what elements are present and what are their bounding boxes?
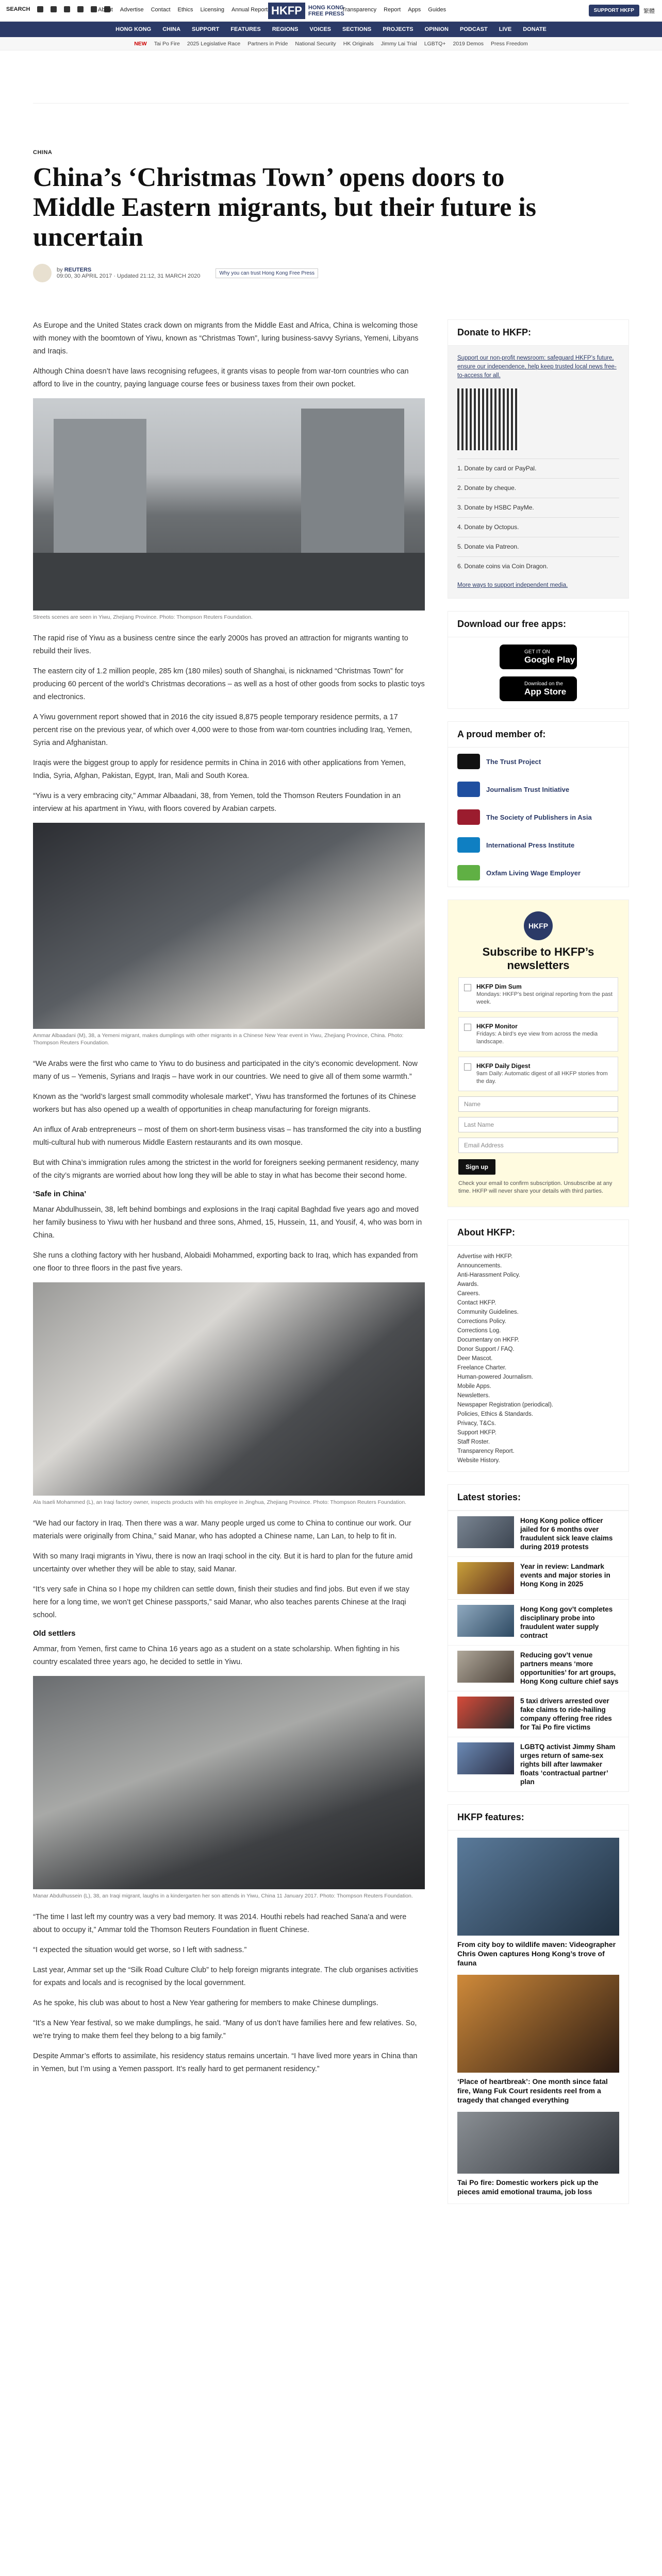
about-list — [448, 1246, 628, 1471]
threads-icon[interactable] — [77, 6, 84, 12]
donate-title: Donate to HKFP: — [448, 320, 628, 346]
donate-intro-link[interactable]: Support our non-profit newsroom: safeguard HKFP’s future, ensure our independence, help keep trusted local news free-to-access for all. — [457, 355, 617, 379]
apps-title: Download our free apps: — [448, 612, 628, 637]
donate-option[interactable]: 4. Donate by Octopus. — [457, 517, 619, 537]
features-title: HKFP features: — [448, 1805, 628, 1831]
dumplings-photo — [33, 823, 425, 1029]
paragraph: The rapid rise of Yiwu as a business centre since the early 2000s has proved an attraction for migrants wanting to rebuild their lives. — [33, 634, 408, 655]
paragraph: “Yiwu is a very embracing city,” Ammar Albaadani, 38, from Yemen, told the Thomson Reuters Foundation in an interview at his apartment in Yiwu, with floors covered by Arabian carpets. — [33, 792, 401, 813]
top-link-contact[interactable]: Contact — [151, 7, 171, 13]
nav-item-sections[interactable]: SECTIONS — [342, 26, 372, 32]
donate-qr-code — [457, 388, 519, 450]
photo-caption: Streets scenes are seen in Yiwu, Zhejiang Province. Photo: Thompson Reuters Foundation. — [33, 614, 253, 620]
story-thumbnail — [457, 1742, 514, 1774]
members-widget — [448, 721, 629, 887]
about-link[interactable]: Corrections Log. — [457, 1328, 501, 1334]
paragraph: An influx of Arab entrepreneurs – most of them on short-term business visas – has transformed the city into a bustling multi-cultural hub with numerous Middle Eastern restaurants and its own mosque. — [33, 1126, 421, 1147]
story-item[interactable]: Hong Kong gov’t completes disciplinary probe into fraudulent water supply contract — [448, 1599, 628, 1645]
trust-badge[interactable]: Why you can trust Hong Kong Free Press — [216, 268, 318, 278]
trending-link[interactable]: Jimmy Lai Trial — [380, 40, 417, 47]
nav-item-donate[interactable]: DONATE — [523, 26, 547, 32]
trust-project-logo — [457, 754, 480, 769]
nav-item-hong-kong[interactable]: HONG KONG — [115, 26, 152, 32]
about-link[interactable]: Deer Mascot. — [457, 1355, 493, 1362]
feature-image — [457, 1975, 619, 2073]
top-link-annual-report[interactable]: Annual Report — [231, 7, 268, 13]
top-link-advertise[interactable]: Advertise — [120, 7, 144, 13]
story-thumbnail — [457, 1651, 514, 1683]
author-avatar — [33, 264, 52, 282]
story-item[interactable]: 5 taxi drivers arrested over fake claims to ride-hailing company offering free rides for Tai Po fire victims — [448, 1691, 628, 1737]
figure — [33, 823, 425, 1046]
newsletter-title: Subscribe to HKFP’s newsletters — [482, 945, 594, 972]
trending-link[interactable]: Press Freedom — [491, 40, 528, 47]
paragraph: Iraqis were the biggest group to apply for residence permits in China in 2016 with other applications from Yemen, India, Syria, Afghan, Pakistan, Egypt, Iran, Mali and South Korea. — [33, 759, 406, 780]
article-category[interactable]: CHINA — [33, 149, 53, 156]
about-link[interactable]: Advertise with HKFP. — [457, 1253, 513, 1260]
story-item[interactable]: LGBTQ activist Jimmy Sham urges return of same-sex rights bill after lawmaker floats ‘contractual partner’ plan — [448, 1737, 628, 1791]
email-input[interactable]: Email Address — [458, 1138, 618, 1153]
sopa-logo — [457, 809, 480, 825]
paragraph: Last year, Ammar set up the “Silk Road Culture Club” to help foreign migrants integrate. The club organises activities for expats and locals and is recognised by the local government. — [33, 1966, 418, 1987]
feature-item[interactable]: ‘Place of heartbreak’: One month since fatal fire, Wang Fuk Court residents reel from a tragedy that changed everything — [448, 1975, 628, 2112]
newsletter-option[interactable]: HKFP Monitor Fridays: A bird’s eye view from across the media landscape. — [458, 1017, 618, 1052]
story-item[interactable]: Reducing gov’t venue partners means ‘more opportunities’ for art groups, Hong Kong culture chief says — [448, 1645, 628, 1691]
figure — [33, 398, 425, 621]
author-name[interactable]: REUTERS — [64, 267, 92, 273]
photo-caption: Ammar Albaadani (M), 38, a Yemeni migrant, makes dumplings with other migrants in a Chinese New Year event in Yiwu, Zhejiang Province, China. Photo: Thompson Reuters Foundation. — [33, 1032, 404, 1046]
about-link[interactable]: Documentary on HKFP. — [457, 1337, 519, 1343]
donate-option[interactable]: 1. Donate by card or PayPal. — [457, 459, 619, 478]
trending-link[interactable]: 2025 Legislative Race — [187, 40, 241, 47]
donate-option[interactable]: 5. Donate via Patreon. — [457, 537, 619, 556]
photo-caption: Manar Abdulhussein (L), 38, an Iraqi migrant, laughs in a kindergarten her son attends in Yiwu, China 11 January 2017. Photo: Thompson Reuters Foundation. — [33, 1893, 413, 1899]
about-widget — [448, 1219, 629, 1472]
about-link[interactable]: Policies, Ethics & Standards. — [457, 1411, 534, 1417]
google-play-badge[interactable]: GET IT ON Google Play — [500, 645, 577, 669]
about-link[interactable]: Staff Roster. — [457, 1439, 490, 1445]
about-link[interactable]: Donor Support / FAQ. — [457, 1346, 515, 1352]
paragraph: The eastern city of 1.2 million people, 285 km (180 miles) south of Shanghai, is nicknamed “Christmas Town” for producing 60 percent of the world’s Christmas decorations – as well as a host of other goods from socks to plastic toys and electronics. — [33, 667, 425, 701]
divider — [33, 103, 629, 104]
member-trust-project[interactable]: The Trust Project — [448, 748, 628, 775]
logo-mark: HKFP — [268, 3, 305, 19]
newsletter-option[interactable]: HKFP Dim Sum Mondays: HKFP’s best original reporting from the past week. — [458, 977, 618, 1012]
author-prefix: by — [57, 267, 63, 273]
paragraph: “It’s very safe in China so I hope my children can settle down, finish their studies and find jobs. But even if we stay here for a long time, we won’t get Chinese passports,” said Manar, who also teaches parents Chinese at the Iraqi school. — [33, 1585, 409, 1619]
about-link[interactable]: Privacy, T&Cs. — [457, 1420, 496, 1427]
about-link[interactable]: Transparency Report. — [457, 1448, 515, 1454]
paragraph: “The time I last left my country was a very bad memory. It was 2014. Houthi rebels had reached Sana’a and were about to occupy it,” Ammar told the Thomson Reuters Foundation in fluent Chinese. — [33, 1913, 407, 1934]
about-link[interactable]: Newsletters. — [457, 1393, 490, 1399]
paragraph: As Europe and the United States crack down on migrants from the Middle East and Africa, China is welcoming those with money with the boomtown of Yiwu, known as “Christmas Town”, luring business-savvy Syrians, Yemeni, Libyans and Iraqis. — [33, 321, 419, 355]
feature-image — [457, 2112, 619, 2174]
trending-link[interactable]: Partners in Pride — [247, 40, 288, 47]
about-link[interactable]: Freelance Charter. — [457, 1365, 507, 1371]
story-thumbnail — [457, 1605, 514, 1637]
trending-link[interactable]: Tai Po Fire — [154, 40, 180, 47]
kindergarten-photo — [33, 1676, 425, 1889]
article-title: China’s ‘Christmas Town’ opens doors to Middle Eastern migrants, but their future is uncertain — [33, 163, 536, 252]
facebook-icon[interactable] — [37, 6, 43, 12]
checkbox[interactable] — [464, 1063, 471, 1071]
paragraph: With so many Iraqi migrants in Yiwu, there is now an Iraqi school in the city. But it is hard to plan for the future amid uncertainty over whether they will be able to stay, said Manar. — [33, 1552, 413, 1573]
trending-bar — [0, 37, 662, 50]
paragraph: But with China’s immigration rules among the strictest in the world for foreigners seeking permanent residency, many of the city’s migrants are worried about how long they will be able to stay in what has become their second home. — [33, 1159, 419, 1180]
app-store-badge[interactable]: Download on the App Store — [500, 676, 577, 701]
paragraph: She runs a clothing factory with her husband, Alobaidi Mohammed, exporting back to Iraq, which has expanded from one floor to three floors in the past five years. — [33, 1251, 418, 1273]
factory-photo — [33, 1282, 425, 1496]
figure — [33, 1676, 425, 1900]
nav-item-projects[interactable]: PROJECTS — [383, 26, 413, 32]
donate-more-link[interactable]: More ways to support independent media. — [457, 582, 568, 588]
latest-title: Latest stories: — [448, 1485, 628, 1511]
top-link-report[interactable]: Report — [384, 7, 401, 13]
donate-widget — [448, 319, 629, 599]
trending-link[interactable]: 2019 Demos — [453, 40, 484, 47]
about-link[interactable]: Community Guidelines. — [457, 1309, 519, 1315]
donate-option[interactable]: 2. Donate by cheque. — [457, 478, 619, 498]
x-twitter-icon[interactable] — [51, 6, 57, 12]
nav-item-live[interactable]: LIVE — [499, 26, 512, 32]
member-sopa[interactable]: The Society of Publishers in Asia — [448, 803, 628, 831]
figure — [33, 1282, 425, 1506]
newsletter-option[interactable]: HKFP Daily Digest 9am Daily: Automatic digest of all HKFP stories from the day. — [458, 1057, 618, 1091]
jti-logo — [457, 782, 480, 797]
article-header — [33, 149, 629, 282]
nav-item-support[interactable]: SUPPORT — [192, 26, 220, 32]
nav-item-china[interactable]: CHINA — [162, 26, 181, 32]
youtube-icon[interactable] — [91, 6, 97, 12]
feature-item[interactable]: From city boy to wildlife maven: Videographer Chris Owen captures Hong Kong’s trove of fauna — [448, 1831, 628, 1975]
subheading: ‘Safe in China’ — [33, 1190, 87, 1198]
byline — [33, 264, 629, 282]
paragraph: Despite Ammar’s efforts to assimilate, his residency status remains uncertain. “I have lived more years in China than in Yemen, but I’m using a Yemen passport. It’s really hard to get permanent residency.” — [33, 2052, 418, 2073]
nav-item-features[interactable]: FEATURES — [230, 26, 261, 32]
nav-item-podcast[interactable]: PODCAST — [459, 26, 488, 32]
subheading: Old settlers — [33, 1629, 76, 1638]
top-link-transparency[interactable]: Transparency — [342, 7, 377, 13]
paragraph: “We had our factory in Iraq. Then there was a war. Many people urged us come to China to continue our work. Our materials were originally from China,” said Manar, who has adopted a Chinese name, Lan Lan, to help to fit in. — [33, 1519, 411, 1540]
feature-image — [457, 1838, 619, 1936]
hkfp-badge: HKFP — [524, 911, 553, 940]
instagram-icon[interactable] — [64, 6, 70, 12]
features-widget — [448, 1804, 629, 2204]
ipi-logo — [457, 837, 480, 853]
donate-option[interactable]: 3. Donate by HSBC PayMe. — [457, 498, 619, 517]
photo-caption: Ala Isaeli Mohammed (L), an Iraqi factory owner, inspects products with his employee in Jinghua, Zhejiang Province. Photo: Thompson Reuters Foundation. — [33, 1499, 407, 1505]
top-utility-bar — [0, 0, 662, 22]
top-right-actions — [589, 5, 655, 16]
site-logo[interactable] — [268, 2, 344, 20]
signup-button[interactable]: Sign up — [458, 1159, 495, 1175]
story-thumbnail — [457, 1562, 514, 1594]
paragraph: Ammar, from Yemen, first came to China 16 years ago as a student on a state scholarship. When fighting in his country escalated three years ago, he decided to settle in Yiwu. — [33, 1645, 400, 1666]
main-nav — [0, 22, 662, 37]
about-link[interactable]: Support HKFP. — [457, 1430, 496, 1436]
about-link[interactable]: Mobile Apps. — [457, 1383, 491, 1389]
story-item[interactable]: Hong Kong police officer jailed for 6 months over fraudulent sick leave claims during 2019 protests — [448, 1511, 628, 1556]
article-date: 09:00, 30 APRIL 2017 · Updated 21:12, 31 MARCH 2020 — [57, 273, 201, 279]
about-link[interactable]: Anti-Harassment Policy. — [457, 1272, 520, 1278]
street-scene-photo — [33, 398, 425, 611]
paragraph: As he spoke, his club was about to host a New Year gathering for members to make Chinese dumplings. — [33, 1999, 378, 2007]
about-link[interactable]: Human-powered Journalism. — [457, 1374, 534, 1380]
logo-text: HONG KONG FREE PRESS — [308, 5, 344, 17]
search-button[interactable]: SEARCH — [6, 6, 30, 12]
top-link-apps[interactable]: Apps — [408, 7, 421, 13]
about-link[interactable]: Contact HKFP. — [457, 1300, 496, 1306]
donate-option[interactable]: 6. Donate coins via Coin Dragon. — [457, 556, 619, 576]
checkbox[interactable] — [464, 984, 471, 991]
about-link[interactable]: Announcements. — [457, 1263, 502, 1269]
nav-item-voices[interactable]: VOICES — [309, 26, 331, 32]
newsletter-note: Check your email to confirm subscription. Unsubscribe at any time. HKFP will never share your details with third parties. — [458, 1180, 613, 1194]
feature-item[interactable]: Tai Po fire: Domestic workers pick up the pieces amid emotional trauma, job loss — [448, 2112, 628, 2204]
about-link[interactable]: Careers. — [457, 1291, 481, 1297]
member-oxfam[interactable]: Oxfam Living Wage Employer — [448, 859, 628, 887]
top-link-licensing[interactable]: Licensing — [200, 7, 224, 13]
nav-item-regions[interactable]: REGIONS — [272, 26, 299, 32]
paragraph: Although China doesn’t have laws recognising refugees, it grants visas to people from war-torn countries who can afford to live in the country, paying language course fees or business taxes from their own pocket. — [33, 367, 409, 388]
newsletter-widget — [448, 900, 629, 1207]
checkbox[interactable] — [464, 1024, 471, 1031]
story-thumbnail — [457, 1697, 514, 1728]
trending-link[interactable]: HK Originals — [343, 40, 374, 47]
paragraph: “We Arabs were the first who came to Yiwu to do business and participated in the city’s economic development. Now many of us – Yemenis, Syrians and Iraqis – have work in our countries. We need to give all of them some warmth.” — [33, 1060, 418, 1081]
top-link-ethics[interactable]: Ethics — [177, 7, 193, 13]
trending-link[interactable]: LGBTQ+ — [424, 40, 446, 47]
paragraph: Manar Abdulhussein, 38, left behind bombings and explosions in the Iraqi capital Baghdad five years ago and moved her family business to Yiwu with her husband and three sons, Ahmed, 15, Hussein, 11, and Yousif, 4, who was born in China. — [33, 1206, 422, 1240]
sidebar — [448, 319, 629, 2216]
oxfam-logo — [457, 865, 480, 880]
paragraph: “I expected the situation would get worse, so I left with sadness.” — [33, 1946, 247, 1954]
story-thumbnail — [457, 1516, 514, 1548]
story-item[interactable]: Year in review: Landmark events and major stories in Hong Kong in 2025 — [448, 1556, 628, 1599]
first-name-input[interactable]: Name — [458, 1096, 618, 1112]
latest-stories-widget — [448, 1484, 629, 1792]
paragraph: Known as the “world’s largest small commodity wholesale market”, Yiwu has transformed the fortunes of its Chinese workers but has also opened up a wealth of opportunities in cheap manufacturing for foreign migrants. — [33, 1093, 416, 1114]
top-link-guides[interactable]: Guides — [428, 7, 446, 13]
apps-widget — [448, 611, 629, 709]
support-hkfp-button[interactable]: SUPPORT HKFP — [589, 5, 639, 16]
member-jti[interactable]: Journalism Trust Initiative — [448, 775, 628, 803]
article-body — [33, 319, 425, 2083]
member-ipi[interactable]: International Press Institute — [448, 831, 628, 859]
language-switch[interactable]: 繁體 — [643, 8, 655, 14]
paragraph: “It’s a New Year festival, so we make dumplings, he said. “Many of us don’t have families here and few relatives. So, we’re trying to make them feel they belong to a big family.” — [33, 2019, 417, 2040]
search-and-social — [6, 6, 110, 12]
about-link[interactable]: Awards. — [457, 1281, 479, 1287]
nav-item-opinion[interactable]: OPINION — [424, 26, 449, 32]
trending-link[interactable]: National Security — [295, 40, 336, 47]
paragraph: A Yiwu government report showed that in 2016 the city issued 8,875 people temporary residence permits, a 17 percent rise on the previous year, of which over 4,000 were to those from war-torn countries including Iraq, Yemen, Syria and Afghanistan. — [33, 713, 412, 747]
new-label: NEW — [134, 40, 147, 47]
members-title: A proud member of: — [448, 722, 628, 748]
last-name-input[interactable]: Last Name — [458, 1117, 618, 1132]
about-link[interactable]: Newspaper Registration (periodical). — [457, 1402, 553, 1408]
about-link[interactable]: Website History. — [457, 1458, 500, 1464]
top-link-about[interactable]: About — [98, 7, 113, 13]
about-link[interactable]: Corrections Policy. — [457, 1318, 507, 1325]
about-title: About HKFP: — [448, 1220, 628, 1246]
